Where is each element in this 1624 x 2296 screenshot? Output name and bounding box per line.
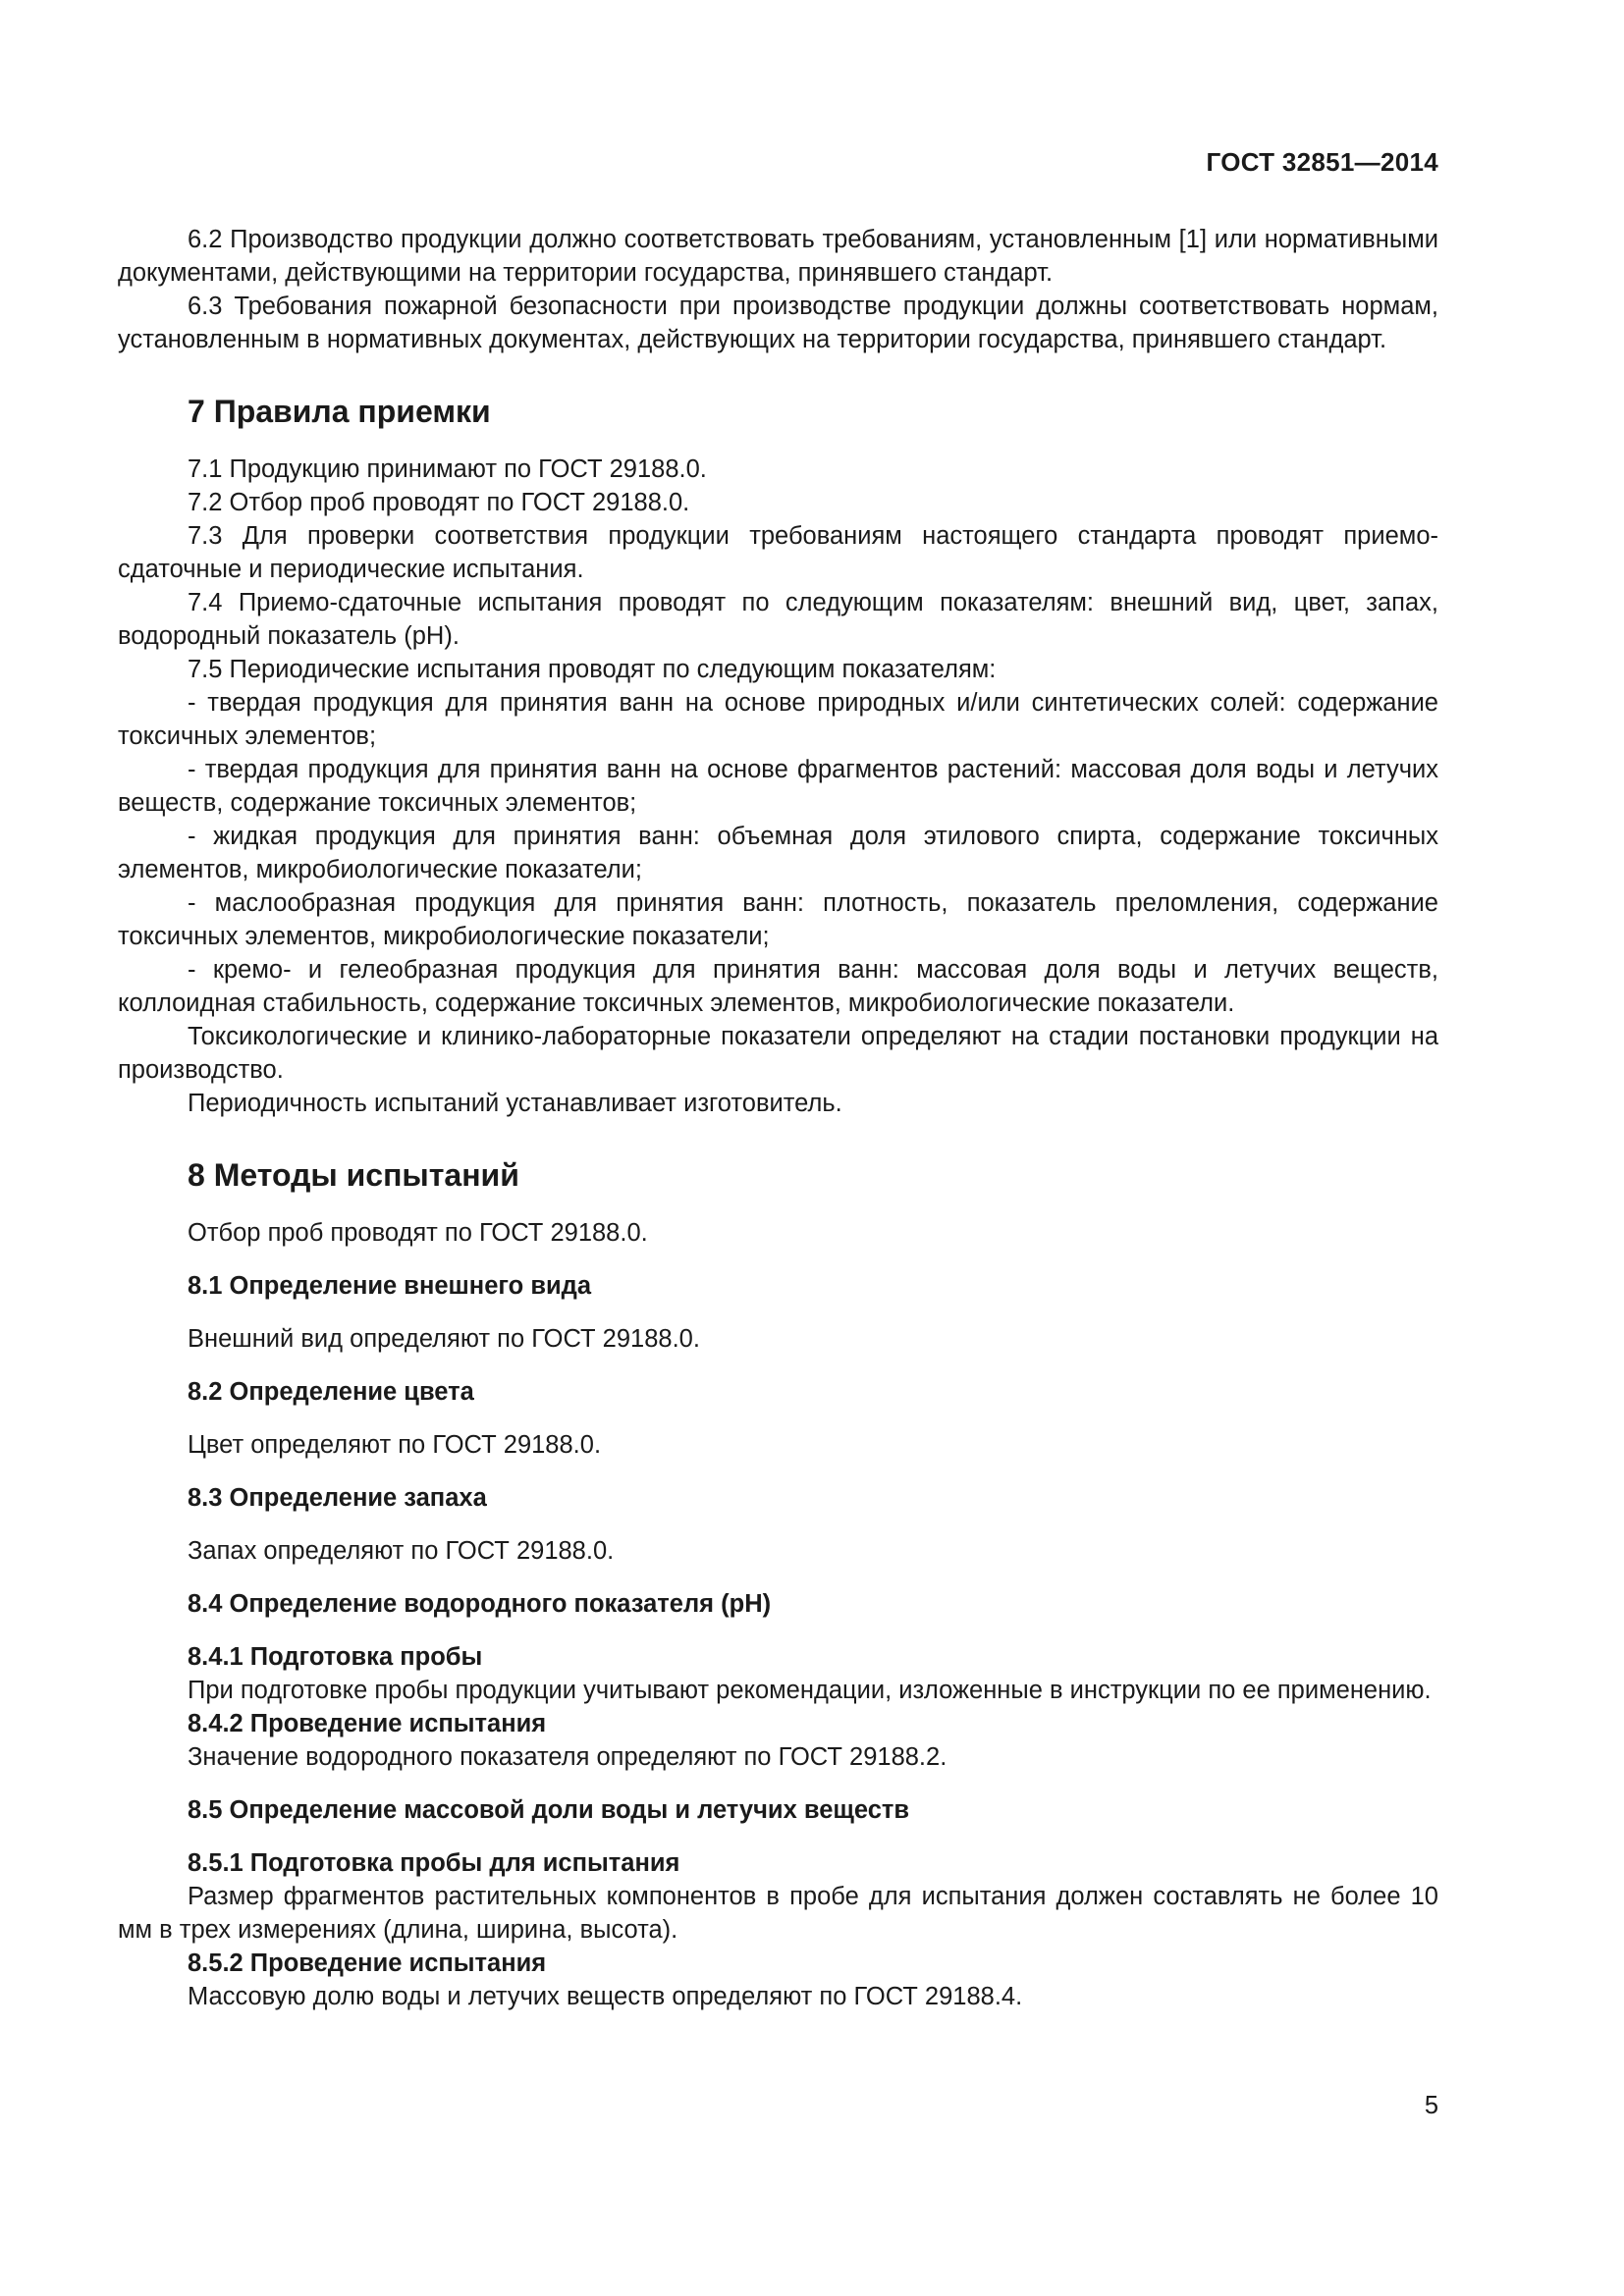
heading-8-4: 8.4 Определение водородного показателя (pH): [188, 1590, 772, 1618]
paragraph-7-3: 7.3 Для проверки соответствия продукции требованиям настоящего стандарта проводят приемо-сдаточные и периодические испытания.: [118, 522, 1438, 583]
paragraph-6-2: 6.2 Производство продукции должно соответствовать требованиям, установленным [1] или нормативными документами, действующими на территории государства, принявшего стандарт.: [118, 226, 1438, 287]
document-page: [118, 0, 1438, 2296]
paragraph-toxicology: Токсикологические и клинико-лабораторные показатели определяют на стадии постановки продукции на производство.: [118, 1023, 1438, 1084]
paragraph-8-3: Запах определяют по ГОСТ 29188.0.: [188, 1537, 615, 1565]
list-item: - твердая продукция для принятия ванн на основе фрагментов растений: массовая доля воды и летучих веществ, содержание токсичных элементов;: [118, 756, 1438, 817]
heading-8-5: 8.5 Определение массовой доли воды и летучих веществ: [188, 1796, 910, 1824]
heading-8-4-2: 8.4.2 Проведение испытания: [188, 1710, 547, 1737]
section-7-content: [118, 453, 1438, 1120]
paragraph-periodicity: Периодичность испытаний устанавливает изготовитель.: [188, 1090, 842, 1117]
heading-8-1: 8.1 Определение внешнего вида: [188, 1272, 592, 1300]
paragraph-8-4-1: При подготовке пробы продукции учитывают рекомендации, изложенные в инструкции по ее применению.: [188, 1677, 1432, 1704]
paragraph-8-1: Внешний вид определяют по ГОСТ 29188.0.: [188, 1325, 700, 1353]
section-8-content: [118, 1216, 1438, 2013]
section-8-heading: 8 Методы испытаний: [188, 1157, 519, 1193]
paragraph-8-5-2: Массовую долю воды и летучих веществ определяют по ГОСТ 29188.4.: [188, 1983, 1023, 2010]
page-number: 5: [1424, 2092, 1438, 2119]
heading-8-5-2: 8.5.2 Проведение испытания: [188, 1949, 547, 1977]
paragraph-7-5: 7.5 Периодические испытания проводят по следующим показателям:: [188, 656, 997, 683]
heading-8-5-1: 8.5.1 Подготовка пробы для испытания: [188, 1849, 680, 1877]
paragraph-7-4: 7.4 Приемо-сдаточные испытания проводят по следующим показателям: внешний вид, цвет, запах, водородный показатель (pH).: [118, 589, 1438, 650]
paragraph-8-5-1: Размер фрагментов растительных компонентов в пробе для испытания должен составлять не более 10 мм в трех измерениях (длина, ширина, высота).: [118, 1883, 1438, 1944]
paragraph-8-2: Цвет определяют по ГОСТ 29188.0.: [188, 1431, 602, 1459]
paragraph-7-2: 7.2 Отбор проб проводят по ГОСТ 29188.0.: [188, 489, 690, 516]
heading-8-3: 8.3 Определение запаха: [188, 1484, 487, 1512]
document-body: [118, 223, 1438, 2013]
paragraph-7-1: 7.1 Продукцию принимают по ГОСТ 29188.0.: [188, 455, 707, 483]
list-item: - твердая продукция для принятия ванн на основе природных и/или синтетических солей: содержание токсичных элементов;: [118, 689, 1438, 750]
paragraph-6-3: 6.3 Требования пожарной безопасности при производстве продукции должны соответствовать нормам, установленным в нормативных документах, действующих на территории государства, принявшего стандарт.: [118, 293, 1438, 353]
heading-8-2: 8.2 Определение цвета: [188, 1378, 474, 1406]
section-7-heading: 7 Правила приемки: [188, 394, 491, 429]
heading-8-4-1: 8.4.1 Подготовка пробы: [188, 1643, 483, 1671]
paragraph-8-4-2: Значение водородного показателя определяют по ГОСТ 29188.2.: [188, 1743, 947, 1771]
paragraph-8-intro: Отбор проб проводят по ГОСТ 29188.0.: [188, 1219, 648, 1247]
document-header: ГОСТ 32851—2014: [1206, 147, 1438, 177]
list-item: - маслообразная продукция для принятия ванн: плотность, показатель преломления, содержание токсичных элементов, микробиологические показатели;: [118, 889, 1438, 950]
list-item: - жидкая продукция для принятия ванн: объемная доля этилового спирта, содержание токсичных элементов, микробиологические показатели;: [118, 823, 1438, 883]
list-item: - кремо- и гелеобразная продукция для принятия ванн: массовая доля воды и летучих веществ, коллоидная стабильность, содержание токсичных элементов, микробиологические показатели.: [118, 956, 1438, 1017]
